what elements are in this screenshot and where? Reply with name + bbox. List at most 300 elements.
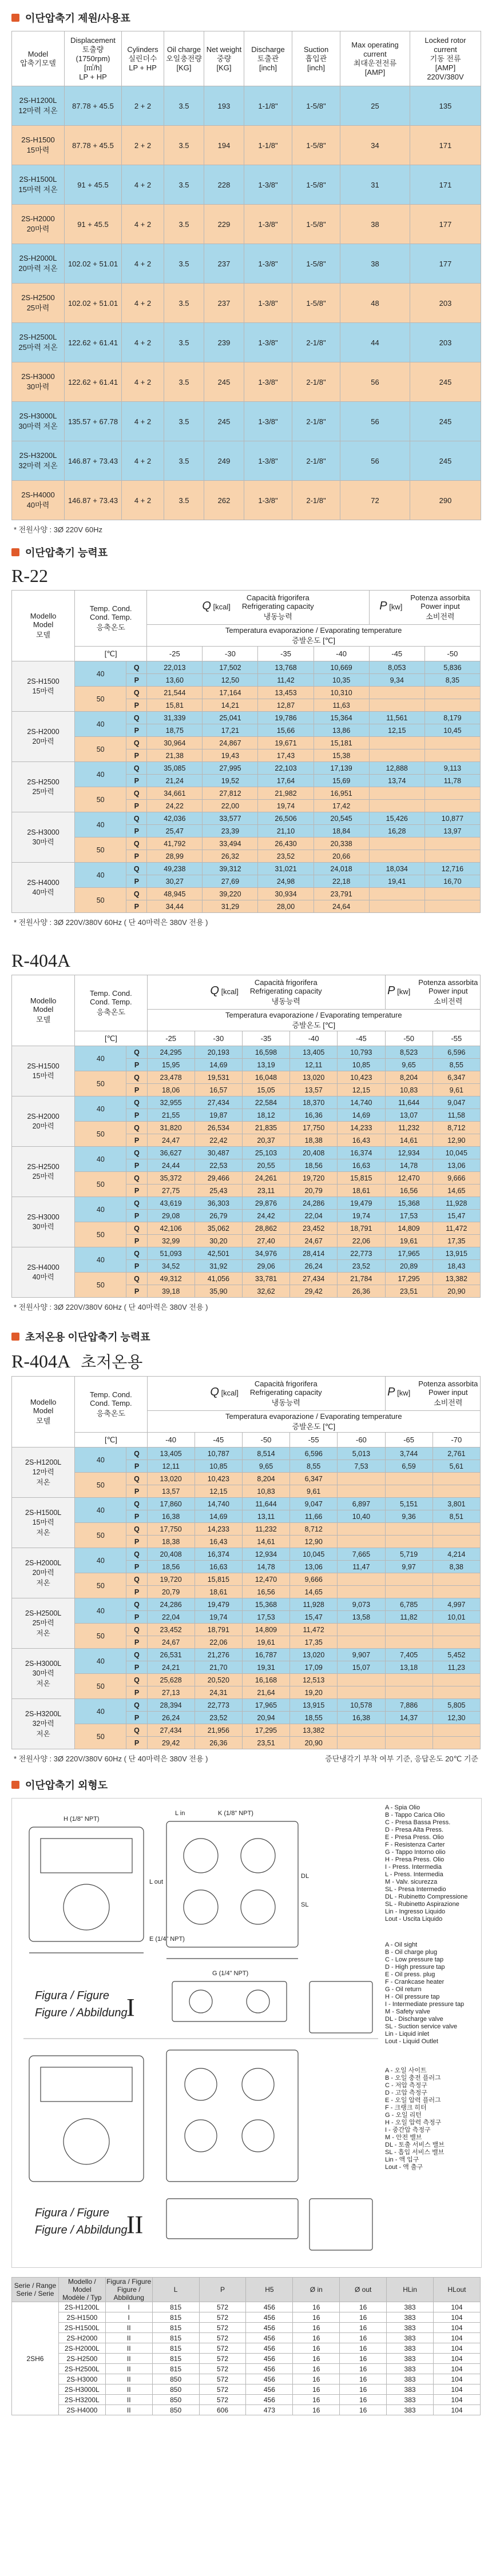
table-cell: 4 + 2 [122,362,164,402]
table-cell: 16 [293,2364,340,2374]
table-cell: 10,40 [338,1510,385,1523]
table-cell: 245 [204,402,244,441]
table-cell: 23,52 [195,1712,242,1724]
table-cell: 4 + 2 [122,323,164,362]
temp-cell: 40 [75,1699,126,1724]
table-row [12,1724,481,1737]
header-evap-temp: -30 [203,647,258,661]
table-cell: 30,487 [195,1147,242,1159]
table-cell: 6,347 [433,1071,480,1084]
p-row-label: P [126,749,147,762]
table-cell: 34,44 [147,900,203,913]
table-cell: 16 [293,2405,340,2415]
q-row-label: Q [126,1548,147,1561]
header-evap-temp: -35 [242,1031,289,1046]
table-cell: 49,238 [147,863,203,875]
dim-header: Modello / Model Modèle / Typ [58,2278,105,2302]
power-label: Potenza assorbita Power input 소비전력 [418,1379,478,1407]
table-cell: 12,87 [258,699,314,712]
table-cell [385,1586,433,1598]
table-cell: 18,56 [147,1561,195,1573]
table-cell: 16 [293,2395,340,2405]
q-row-label: Q [126,1598,147,1611]
table-cell: 572 [199,2374,246,2384]
table-cell: 22,773 [195,1699,242,1712]
table-row [12,1197,481,1210]
dim-header: Figura / Figure Figure / Abbildung [106,2278,152,2302]
table-cell: 20,338 [314,838,369,850]
model-cell: 2S-H1200L 12마력 저온 [12,1447,75,1498]
table-cell: 16 [340,2405,387,2415]
table-cell: 383 [387,2405,434,2415]
table-cell: 26,430 [258,838,314,850]
table-cell: 18,791 [195,1624,242,1636]
table-cell: 10,669 [314,661,369,674]
header-evap-temp: -40 [314,647,369,661]
table-cell: 12,90 [290,1536,338,1548]
table-cell: 3.5 [164,165,204,205]
table-cell: 24,64 [314,900,369,913]
table-cell [369,838,424,850]
table-cell: 9,97 [385,1561,433,1573]
temp-cell: 40 [75,1649,126,1674]
table-cell: 56 [340,402,410,441]
table-cell: 24,67 [290,1235,338,1247]
temp-cell: 40 [75,1147,126,1172]
table-cell: 24,261 [242,1172,289,1185]
table-cell: 20,408 [147,1548,195,1561]
table-cell: 10,877 [424,812,480,825]
table-cell: 4,997 [433,1598,480,1611]
table-cell: 32,62 [242,1285,289,1298]
table-cell: 13,60 [147,674,203,687]
table-row [12,1473,481,1485]
table-cell: 25,628 [147,1674,195,1686]
table-cell: II [105,2364,152,2374]
model-cell: 2S-H3000 30마력 [12,812,75,863]
table-cell: 28,862 [242,1222,289,1235]
dim-section-title: 이단압축기 외형도 [11,1777,481,1792]
table-cell: 8,712 [433,1122,480,1134]
table-cell: 102.02 + 51.01 [65,244,122,284]
table-cell: 19,531 [195,1071,242,1084]
table-cell: 18,43 [433,1260,480,1273]
table-cell: 19,671 [258,737,314,749]
p-row-label: P [126,1059,147,1071]
table-cell: 15,95 [147,1059,195,1071]
table-cell: 18,12 [242,1109,289,1122]
header-model: Modello Model 모델 [12,591,75,661]
table-cell: 18,55 [290,1712,338,1724]
table-cell: 11,78 [424,775,480,787]
table-cell: 16 [340,2302,387,2312]
table-cell: 245 [410,362,481,402]
table-cell: 18,791 [338,1222,385,1235]
table-cell: 43,619 [147,1197,195,1210]
q-row-label: Q [126,1699,147,1712]
table-cell: 11,928 [290,1598,338,1611]
p-row-label: P [126,1260,147,1273]
table-cell: 16,374 [195,1548,242,1561]
table-cell: 19,61 [242,1636,289,1649]
table-cell: 35,062 [195,1222,242,1235]
temp-cell: 50 [75,1071,126,1096]
table-cell: 23,452 [147,1624,195,1636]
table-cell: 12,513 [290,1674,338,1686]
table-cell: 12,716 [424,863,480,875]
figure-1-number: I [126,1993,135,2021]
figure-2-number: II [126,2211,144,2239]
table-cell: 15,81 [147,699,203,712]
q-row-label: Q [126,1473,147,1485]
table-row [12,737,481,749]
table-cell: 39,312 [203,863,258,875]
table-cell: 10,45 [424,724,480,737]
table-cell: 3,801 [433,1498,480,1510]
table-cell: 13,57 [147,1485,195,1498]
table-cell: 30,20 [195,1235,242,1247]
label-lin: L in [175,1810,185,1817]
table-cell: 6,785 [385,1598,433,1611]
table-cell: 9,65 [242,1460,289,1473]
q-row-label: Q [126,1724,147,1737]
table-row [12,2405,481,2415]
table-cell: 20,545 [314,812,369,825]
p-unit: [kw] [387,602,403,611]
table-cell: 1-5/8" [292,205,340,244]
table-cell: 5,719 [385,1548,433,1561]
table-cell [338,1536,385,1548]
table-cell: 10,793 [338,1046,385,1059]
table-cell: 17,64 [258,775,314,787]
table-cell: 34 [340,126,410,165]
q-row-label: Q [126,1096,147,1109]
model-cell: 2S-H4000 40마력 [12,863,75,913]
table-cell: 17,53 [385,1210,433,1222]
table-cell [433,1737,480,1749]
dimension-table [11,2277,481,2415]
table-cell: 9,073 [338,1598,385,1611]
q-row-label: Q [126,888,147,900]
table-cell: 23,11 [242,1185,289,1197]
spec-header-locked: Locked rotor current 기동 전류 [AMP] 220V/380V [410,31,481,86]
table-cell: 2S-H3000L 30마력 저온 [12,402,65,441]
header-evap-temp: -50 [242,1433,289,1447]
table-cell: 2S-H3000 [58,2374,105,2384]
table-cell: 41,056 [195,1273,242,1285]
table-cell: 39,220 [203,888,258,900]
table-cell: 2-1/8" [292,323,340,362]
table-cell [433,1674,480,1686]
table-cell: 1-5/8" [292,244,340,284]
table-cell [338,1674,385,1686]
table-cell: 16,70 [424,875,480,888]
table-cell: 51,093 [147,1247,195,1260]
table-cell: 9,907 [338,1649,385,1661]
table-cell: 16,048 [242,1071,289,1084]
table-cell: 17,21 [203,724,258,737]
header-evap-temp: -65 [385,1433,433,1447]
dim-header: HLout [434,2278,481,2302]
table-cell: 104 [434,2312,481,2323]
table-cell: 8,204 [385,1071,433,1084]
header-evap-temp: -55 [433,1031,480,1046]
temp-cell: 40 [75,1548,126,1573]
table-cell: 6,347 [290,1473,338,1485]
table-cell: 20,408 [290,1147,338,1159]
model-cell: 2S-H2500 25마력 [12,1147,75,1197]
table-cell: 91 + 45.5 [65,205,122,244]
table-cell: 572 [199,2312,246,2323]
table-cell: 21,544 [147,687,203,699]
p-row-label: P [126,1737,147,1749]
table-cell: 22,584 [242,1096,289,1109]
table-cell: 19,720 [147,1573,195,1586]
p-row-label: P [126,1536,147,1548]
table-cell: 11,63 [314,699,369,712]
spec-header-max_cur: Max operating current 최대운전전류 [AMP] [340,31,410,86]
table-cell: 21,38 [147,749,203,762]
table-cell: 10,85 [195,1460,242,1473]
table-cell: 8,38 [433,1561,480,1573]
table-cell: 9,113 [424,762,480,775]
table-cell: 383 [387,2384,434,2395]
table-cell: 12,15 [195,1485,242,1498]
table-row [12,1147,481,1159]
table-cell: 456 [246,2395,293,2405]
table-cell: 21,784 [338,1273,385,1285]
table-cell: 16,28 [369,825,424,838]
table-cell: 2S-H2000L [58,2343,105,2354]
table-cell: 14,69 [338,1109,385,1122]
table-cell [433,1586,480,1598]
table-cell: 36,303 [195,1197,242,1210]
table-cell: 11,82 [385,1611,433,1624]
temp-cell: 50 [75,687,126,712]
table-cell: 12,15 [338,1084,385,1096]
table-cell: 16,38 [338,1712,385,1724]
p-row-label: P [126,1109,147,1122]
table-cell: 2S-H3000L [58,2384,105,2395]
table-cell [338,1586,385,1598]
table-cell: 20,79 [290,1185,338,1197]
table-cell: 104 [434,2302,481,2312]
table-cell: 87.78 + 45.5 [65,126,122,165]
table-cell: 8,55 [433,1059,480,1071]
table-cell: 456 [246,2343,293,2354]
table-cell: 815 [152,2302,199,2312]
table-cell: 19,87 [195,1109,242,1122]
table-cell: 23,478 [147,1071,195,1084]
table-cell: I [105,2302,152,2312]
table-cell: 17,42 [314,800,369,812]
q-row-label: Q [126,1046,147,1059]
table-cell: 6,596 [290,1447,338,1460]
table-cell: 15,426 [369,812,424,825]
table-cell: 6,897 [338,1498,385,1510]
table-cell: 10,578 [338,1699,385,1712]
table-cell: 16 [293,2302,340,2312]
table-cell: 2S-H2000 20마력 [12,205,65,244]
table-cell: 18,75 [147,724,203,737]
temp-cell: 50 [75,1674,126,1699]
temp-cell: 40 [75,1247,126,1273]
table-cell: 16,168 [242,1674,289,1686]
p-row-label: P [126,724,147,737]
table-cell: 383 [387,2302,434,2312]
table-cell: 24,44 [147,1159,195,1172]
table-cell: 572 [199,2364,246,2374]
temp-cell: 40 [75,1447,126,1473]
table-cell: 25,43 [195,1185,242,1197]
table-cell: 245 [204,362,244,402]
q-row-label: Q [126,712,147,724]
header-capacity [147,591,369,625]
table-cell: 13,06 [290,1561,338,1573]
table-cell: 14,809 [242,1624,289,1636]
label-g: G (1/4" NPT) [212,1970,249,1977]
table-cell: 177 [410,205,481,244]
table-cell: 2S-H1500 [58,2312,105,2323]
table-cell: 22,103 [258,762,314,775]
table-cell: 22,06 [338,1235,385,1247]
table-cell: 171 [410,165,481,205]
table-row [12,2374,481,2384]
header-evap-temp: -70 [433,1433,480,1447]
table-cell: 13,405 [147,1447,195,1460]
table-cell [338,1573,385,1586]
table-cell: 26,36 [338,1285,385,1298]
table-cell: 1-5/8" [292,165,340,205]
table-cell: 17,502 [203,661,258,674]
table-cell: 5,013 [338,1447,385,1460]
table-cell: 815 [152,2354,199,2364]
table-cell: 1-3/8" [244,244,292,284]
q-row-label: Q [126,1674,147,1686]
table-cell: 24,286 [147,1598,195,1611]
table-cell: 32,99 [147,1235,195,1247]
table-cell: 290 [410,481,481,520]
table-cell: 35,90 [195,1285,242,1298]
table-cell: 104 [434,2343,481,2354]
table-cell: 4 + 2 [122,402,164,441]
header-evap-temp: -50 [424,647,480,661]
header-evaporating: Temperatura evaporazione / Evaporating temperature 증발온도 [℃] [147,1411,480,1433]
table-cell: 14,65 [433,1185,480,1197]
table-cell: 2S-H2500L [58,2364,105,2374]
q-row-label: Q [126,1247,147,1260]
table-cell: 8,179 [424,712,480,724]
table-cell: 15,815 [195,1573,242,1586]
table-cell: 7,405 [385,1649,433,1661]
section-bullet-icon [11,1781,19,1789]
temp-cell: 50 [75,1624,126,1649]
table-cell: 20,90 [433,1285,480,1298]
table-cell: 2 + 2 [122,86,164,126]
table-cell: 11,644 [385,1096,433,1109]
p-symbol: P [387,1385,395,1398]
outline-drawing [11,1798,482,2268]
r404a-note: * 전원사양 : 3Ø 220V/380V 60Hz ( 단 40마력은 380V 전용 ) [14,1303,208,1311]
r22-capacity-table [11,590,481,913]
table-cell: 383 [387,2323,434,2333]
table-row [12,687,481,699]
dim-header: Ø in [293,2278,340,2302]
table-cell: 245 [410,441,481,481]
table-cell: 17,164 [203,687,258,699]
table-row [12,441,481,481]
header-evap-temp: -40 [290,1031,338,1046]
table-cell: 8,712 [290,1523,338,1536]
table-cell [385,1686,433,1699]
table-cell: 11,23 [433,1661,480,1674]
header-evap-temp: -35 [258,647,314,661]
table-cell: 19,61 [385,1235,433,1247]
legend-korean: A - 오일 사이트 B - 오일 충전 플러그 C - 저압 측정구 D - 고압 측정구 E - 오일 압력 플러그 F - 크랭크 히터 G - 오일 리턴 H - 오일 압력 측정구 I - 중간압 측정구 M - 안전 밸브 DL - 토출 서비스 밸브 SL - 흡입 서비스 밸브 Lin - 액 입구 Lout - 액 출구 [385,2067,445,2171]
table-cell: 11,66 [290,1510,338,1523]
table-row [12,1071,481,1084]
table-cell: 606 [199,2405,246,2415]
table-cell: 14,78 [242,1561,289,1573]
table-cell: 31,820 [147,1122,195,1134]
table-cell: 13,405 [290,1046,338,1059]
p-row-label: P [126,1510,147,1523]
temp-cell: 40 [75,863,126,888]
table-cell: 16,36 [290,1109,338,1122]
header-power [385,975,481,1010]
temp-cell: 40 [75,1498,126,1523]
table-cell: 122.62 + 61.41 [65,362,122,402]
q-row-label: Q [126,762,147,775]
table-cell: 19,74 [195,1611,242,1624]
dim-header: H5 [246,2278,293,2302]
table-cell: 34,976 [242,1247,289,1260]
power-label: Potenza assorbita Power input 소비전력 [418,978,478,1006]
table-row [12,787,481,800]
table-cell: 2S-H1500L [58,2323,105,2333]
table-cell: 815 [152,2364,199,2374]
figure-1-label: Figura / Figure Figure / Abbildung [35,1989,128,2019]
table-cell: 16,63 [195,1561,242,1573]
table-cell: 572 [199,2302,246,2312]
model-cell: 2S-H2000 20마력 [12,712,75,762]
table-cell: 249 [204,441,244,481]
table-cell: 13,19 [242,1059,289,1071]
table-cell: 17,750 [147,1523,195,1536]
table-cell: 21,982 [258,787,314,800]
table-cell: 19,43 [203,749,258,762]
q-row-label: Q [126,687,147,699]
header-unit: [℃] [75,1031,147,1046]
table-cell: 10,83 [242,1485,289,1498]
table-cell: 13,768 [258,661,314,674]
table-cell: 21,276 [195,1649,242,1661]
table-cell: II [105,2384,152,2395]
table-cell: 48,945 [147,888,203,900]
table-cell: 15,38 [314,749,369,762]
table-cell [338,1485,385,1498]
table-cell: 16,56 [385,1185,433,1197]
model-cell: 2S-H1500 15마력 [12,1046,75,1096]
table-cell: 25,103 [242,1147,289,1159]
table-cell: 1-3/8" [244,402,292,441]
table-cell: 18,61 [195,1586,242,1598]
table-cell: 15,815 [338,1172,385,1185]
header-evaporating: Temperatura evaporazione / Evaporating temperature 증발온도 [℃] [147,1010,480,1031]
table-cell: 146.87 + 73.43 [65,481,122,520]
table-cell: 26,36 [195,1737,242,1749]
table-cell: 22,18 [314,875,369,888]
